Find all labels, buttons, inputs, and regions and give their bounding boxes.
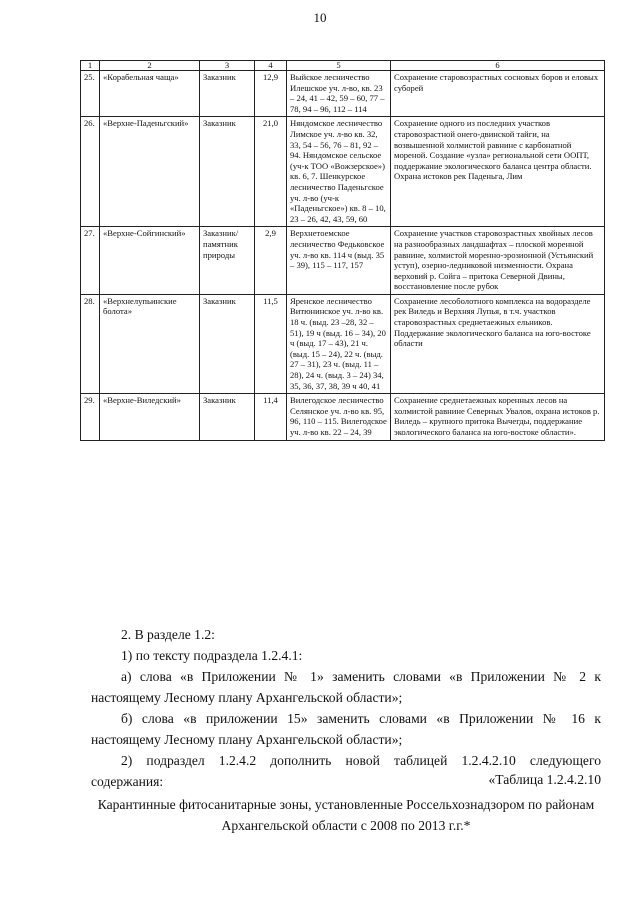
- row-number: 29.: [81, 394, 100, 440]
- table-row: [81, 394, 605, 440]
- area-purpose: Сохранение лесоболотного комплекса на водоразделе рек Виледь и Верхняя Лупья, в т.ч. участков старовозрастных среднетаежных ельников. Поддержание экологического баланса на юго-востоке области: [391, 294, 605, 393]
- area-type: Заказник: [200, 71, 255, 117]
- area-location: Яренское лесничество Витюнинское уч. л-во кв. 18 ч. (выд. 23 –28, 32 – 51), 19 ч (выд. 16 – 34), 20 ч (выд. 17 – 43), 21 ч. (выд. 15 – 24), 22 ч. (выд. 27 – 31), 23 ч. (выд. 11 – 28), 24 ч. (выд. 3 – 24) 34, 35, 36, 37, 38, 39 ч 40, 41: [287, 294, 391, 393]
- page-number: 10: [313, 10, 327, 25]
- protected-areas-table: [80, 60, 605, 441]
- table-title: Карантинные фитосанитарные зоны, установленные Россельхознадзором по районам Архангельской области с 2008 по 2013 г.г.*: [97, 797, 595, 833]
- area-name: «Верхне-Сойгинский»: [100, 227, 200, 295]
- area-name: «Верхне-Виледский»: [100, 394, 200, 440]
- area-purpose: Сохранение участков старовозрастных хвойных лесов на разнообразных ландшафтах – плоской моренной равнине, холмистой моренно-эрозионной (Устьянский уступ), озерно-ледниковой низменности. Охрана верховий р. Сойга – притока Северной Двины, восстановление после рубок: [391, 227, 605, 295]
- area-type: Заказник: [200, 394, 255, 440]
- table-label: «Таблица 1.2.4.2.10: [488, 772, 601, 787]
- table-row: [81, 117, 605, 227]
- area-name: «Верхне-Паденьгский»: [100, 117, 200, 227]
- amendment-item-b: б) слова «в приложении 15» заменить словами «в Приложении № 16 к настоящему Лесному плану Архангельской области»;: [91, 711, 601, 747]
- area-location: Верхнетоемское лесничество Федьковское уч. л-во кв. 114 ч (выд. 35 – 39), 115 – 117, 157: [287, 227, 391, 295]
- column-header: 3: [200, 61, 255, 71]
- area-purpose: Сохранение одного из последних участков старовозрастной онего-двинской тайги, на возвышенной холмистой равнине с карбонатной мореной. Создание «узла» региональной сети ООПТ, поддержание экологического баланса центра области. Охрана истоков рек Паденьга, Лим: [391, 117, 605, 227]
- area-size: 21,0: [255, 117, 287, 227]
- subsection-item-1: 1) по тексту подраздела 1.2.4.1:: [121, 648, 303, 663]
- table-row: [81, 294, 605, 393]
- column-header: 5: [287, 61, 391, 71]
- area-size: 11,5: [255, 294, 287, 393]
- area-type: Заказник: [200, 294, 255, 393]
- area-size: 12,9: [255, 71, 287, 117]
- area-size: 11,4: [255, 394, 287, 440]
- area-purpose: Сохранение среднетаежных коренных лесов на холмистой равнине Северных Увалов, охрана истоков р. Виледь – крупного притока Вычегды, поддержание экологического баланса на юго-востоке области».: [391, 394, 605, 440]
- column-header: 2: [100, 61, 200, 71]
- subsection-item-2: 2) подраздел 1.2.4.2 дополнить новой таблицей 1.2.4.2.10 следующего содержания:: [91, 753, 601, 789]
- row-number: 27.: [81, 227, 100, 295]
- section-heading: 2. В разделе 1.2:: [121, 627, 215, 642]
- row-number: 28.: [81, 294, 100, 393]
- column-header: 1: [81, 61, 100, 71]
- column-header: 6: [391, 61, 605, 71]
- table-row: [81, 71, 605, 117]
- row-number: 25.: [81, 71, 100, 117]
- row-number: 26.: [81, 117, 100, 227]
- area-type: Заказник: [200, 117, 255, 227]
- amendment-text: [91, 624, 601, 792]
- area-name: «Корабельная чаща»: [100, 71, 200, 117]
- area-name: «Верхнелупьинские болота»: [100, 294, 200, 393]
- area-location: Выйское лесничество Илешское уч. л-во, кв. 23 – 24, 41 – 42, 59 – 60, 77 – 78, 94 – 96, 112 – 114: [287, 71, 391, 117]
- area-type: Заказник/ памятник природы: [200, 227, 255, 295]
- area-size: 2,9: [255, 227, 287, 295]
- amendment-item-a: а) слова «в Приложении № 1» заменить словами «в Приложении № 2 к настоящему Лесному плану Архангельской области»;: [91, 669, 601, 705]
- table-header-row: [81, 61, 605, 71]
- table-row: [81, 227, 605, 295]
- area-location: Вилегодское лесничество Селянское уч. л-во кв. 95, 96, 110 – 115. Вилегодское уч. л-во кв. 22 – 24, 39: [287, 394, 391, 440]
- column-header: 4: [255, 61, 287, 71]
- area-location: Няндомское лесничество Лимское уч. л-во кв. 32, 33, 54 – 56, 76 – 81, 92 – 94. Няндомское сельское (уч-к ТОО «Вожзерское») кв. 6, 7. Шенкурское лесничество Паденьгское уч. л-во (уч-к «Паденьгское») кв. 8 – 10, 23 – 26, 42, 43, 59, 60: [287, 117, 391, 227]
- area-purpose: Сохранение старовозрастных сосновых боров и еловых суборей: [391, 71, 605, 117]
